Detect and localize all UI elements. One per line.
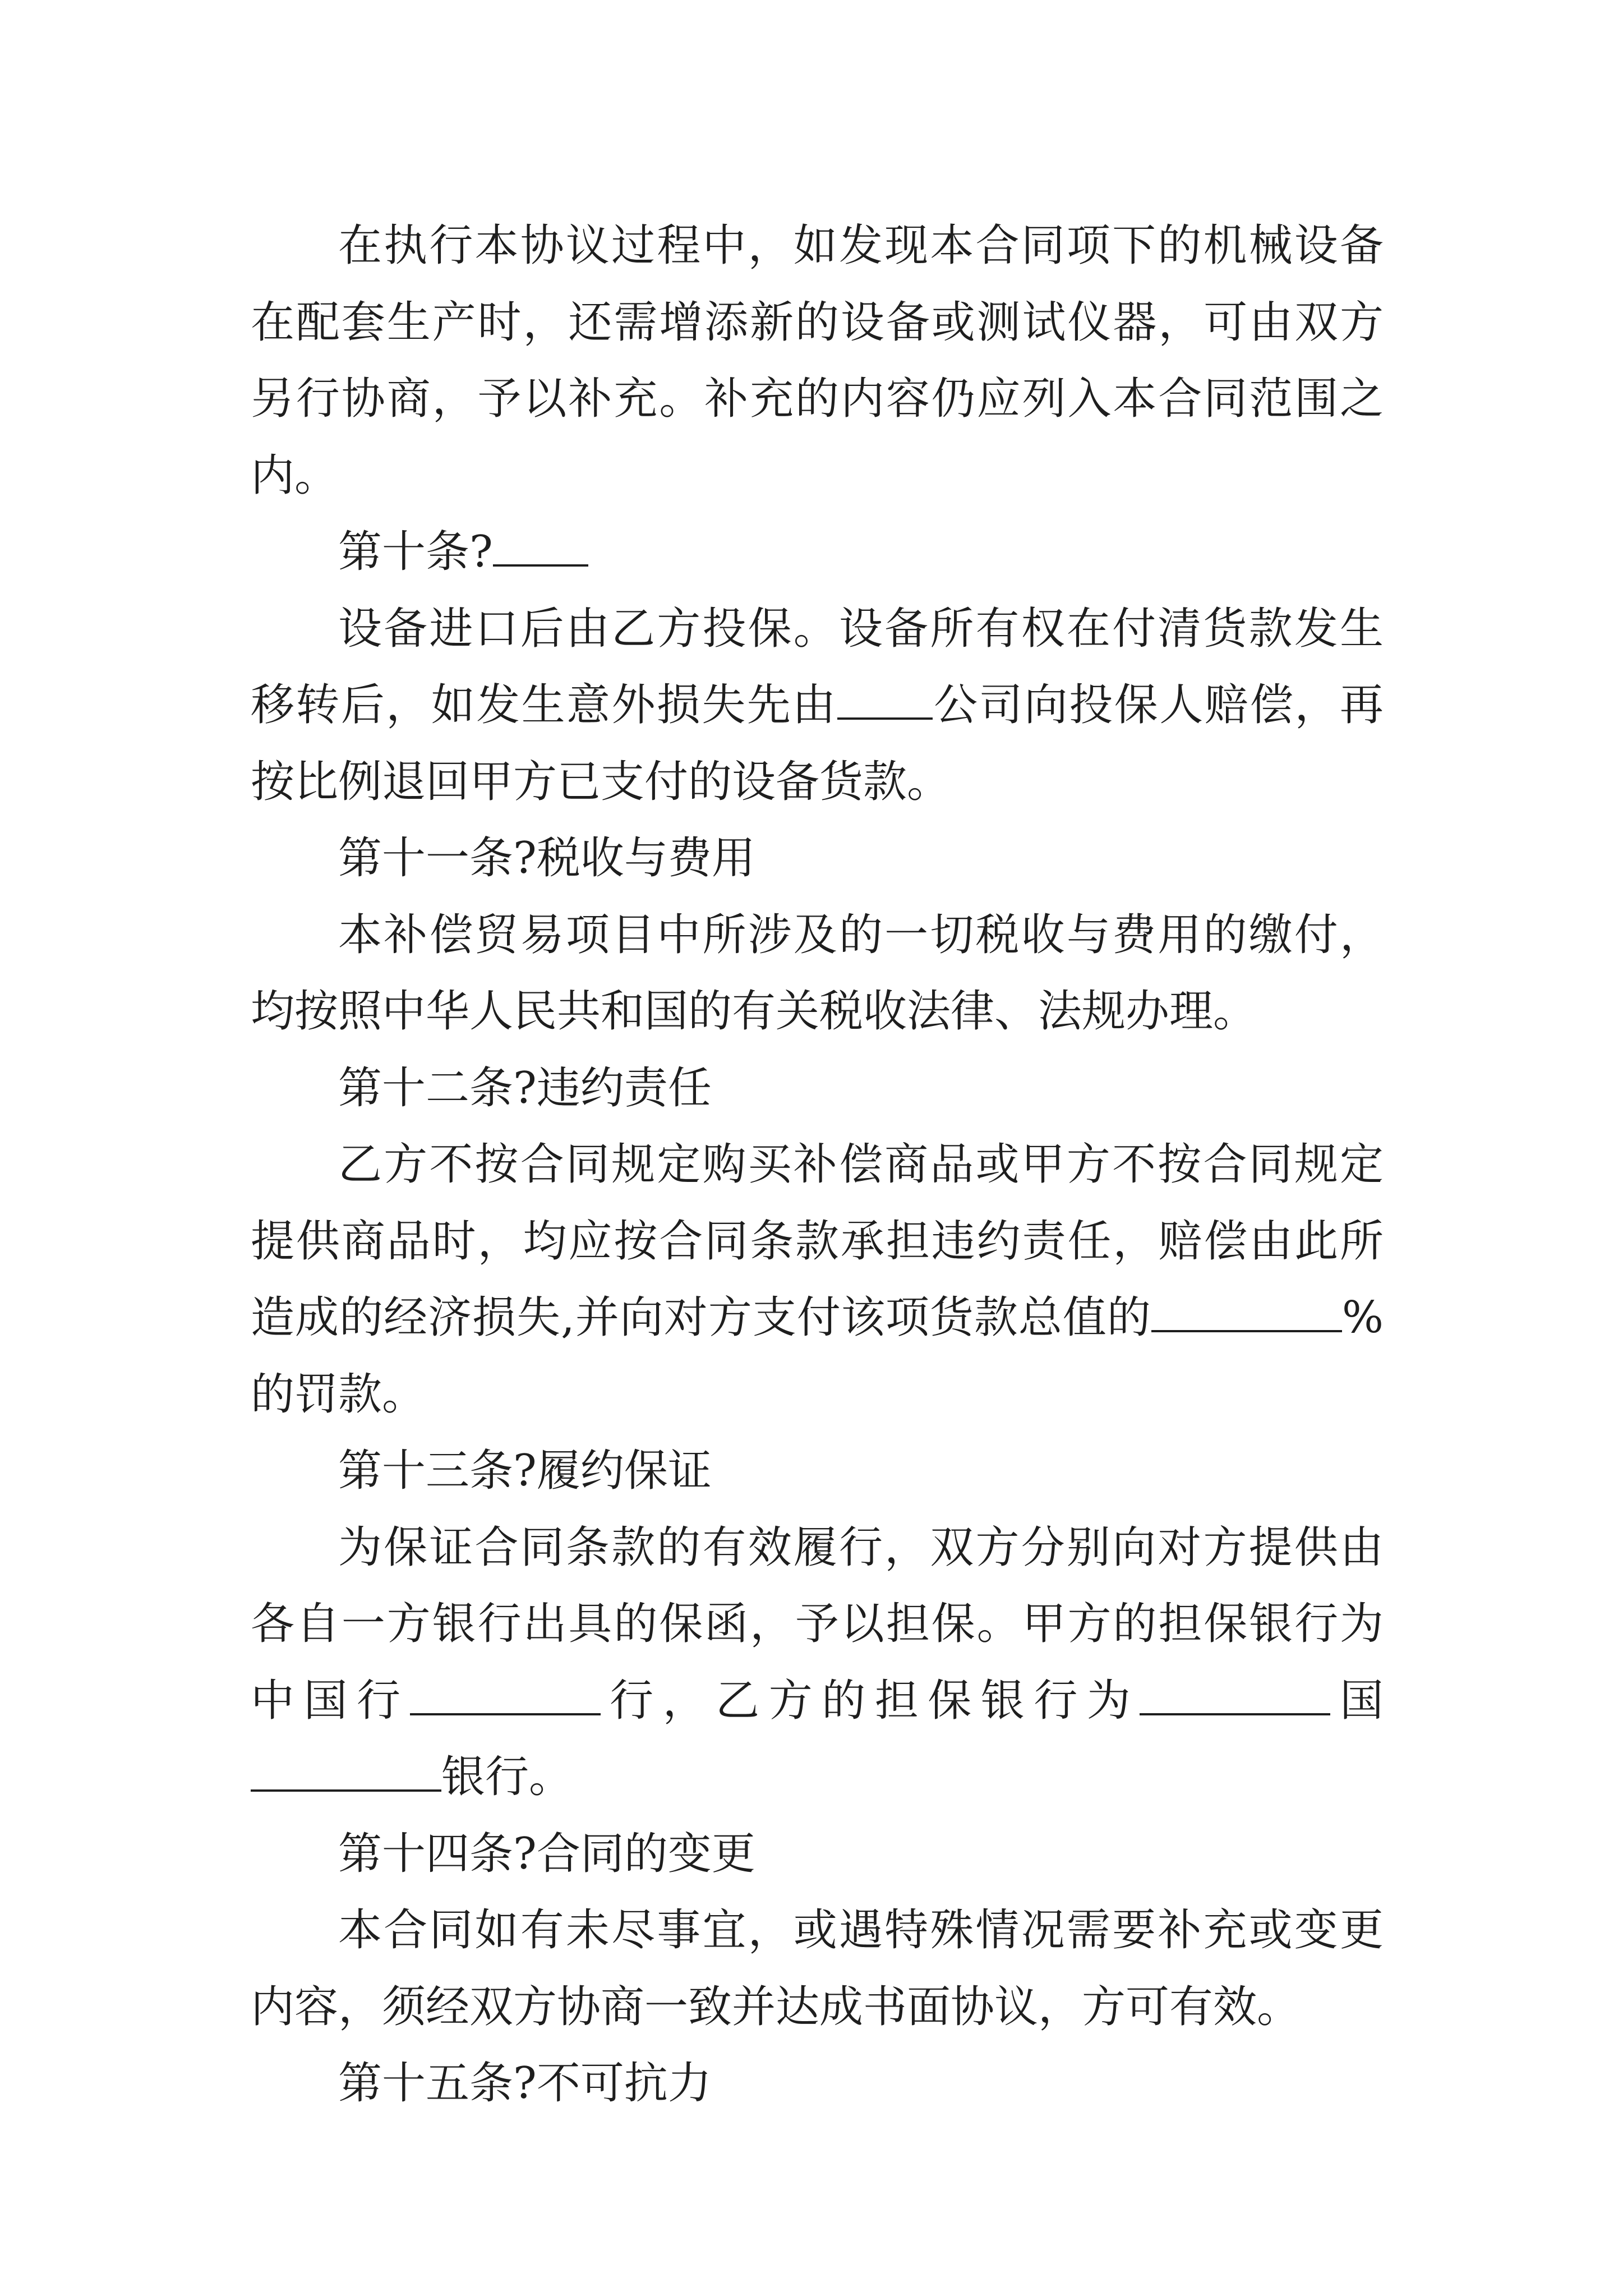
document-body <box>251 208 1384 2122</box>
heading-article-15 <box>251 2045 1384 2122</box>
blank-line <box>1151 1287 1342 1332</box>
heading-text: 第十二条?违约责任 <box>338 1062 712 1114</box>
blank-line <box>837 675 933 720</box>
paragraph-amendment <box>251 1892 1384 2045</box>
paragraph-text: 乙方不按合同规定购买补偿商品或甲方不按合同规定提供商品时，均应按合同条款承担违约责任，赔偿由此所造成的经济损失,并向对方支付该项货款总值的 <box>251 1139 1384 1343</box>
paragraph-text: 公司向投保人赔偿，再按比例退回甲方已支付的设备货款。 <box>251 680 1384 807</box>
paragraph-text: 设备进口后由乙方投保。设备所有权在付清货款发生移转后，如发生意外损失先由 <box>251 603 1384 730</box>
blank-line <box>1140 1670 1330 1715</box>
paragraph-text: 为保证合同条款的有效履行，双方分别向对方提供由各自一方银行出具的保函，予以担保。甲方的担保银行为中国行 <box>251 1522 1384 1726</box>
heading-text: 第十四条?合同的变更 <box>338 1828 755 1879</box>
blank-line <box>251 1747 441 1792</box>
heading-text: 第十一条?税收与费用 <box>338 833 755 884</box>
paragraph-supplement <box>251 208 1384 514</box>
paragraph-text: %的罚款。 <box>251 1292 1384 1420</box>
paragraph-text: 在执行本协议过程中，如发现本合同项下的机械设备在配套生产时，还需增添新的设备或测试仪器，可由双方另行协商，予以补充。补充的内容仍应列入本合同范围之内。 <box>251 220 1384 501</box>
paragraph-text: 本合同如有未尽事宜，或遇特殊情况需要补充或变更内容，须经双方协商一致并达成书面协议，方可有效。 <box>251 1905 1384 2032</box>
paragraph-guarantee <box>251 1510 1384 1816</box>
heading-article-11 <box>251 820 1384 897</box>
paragraph-text: 银行。 <box>441 1752 573 1802</box>
paragraph-text: 行，乙方的担保银行为 <box>600 1675 1140 1726</box>
paragraph-text: 本补偿贸易项目中所涉及的一切税收与费用的缴付，均按照中华人民共和国的有关税收法律、法规办理。 <box>251 909 1384 1037</box>
paragraph-liability <box>251 1126 1384 1433</box>
paragraph-text: 国 <box>1330 1675 1384 1726</box>
heading-article-14 <box>251 1816 1384 1893</box>
blank-line <box>493 522 588 567</box>
heading-text: 第十五条?不可抗力 <box>338 2058 712 2109</box>
heading-article-12 <box>251 1050 1384 1127</box>
heading-article-13 <box>251 1433 1384 1510</box>
blank-line <box>410 1670 601 1715</box>
heading-text: 第十条? <box>338 527 493 577</box>
paragraph-taxes <box>251 897 1384 1050</box>
heading-text: 第十三条?履约保证 <box>338 1446 712 1496</box>
paragraph-insurance <box>251 591 1384 821</box>
heading-article-10 <box>251 514 1384 591</box>
